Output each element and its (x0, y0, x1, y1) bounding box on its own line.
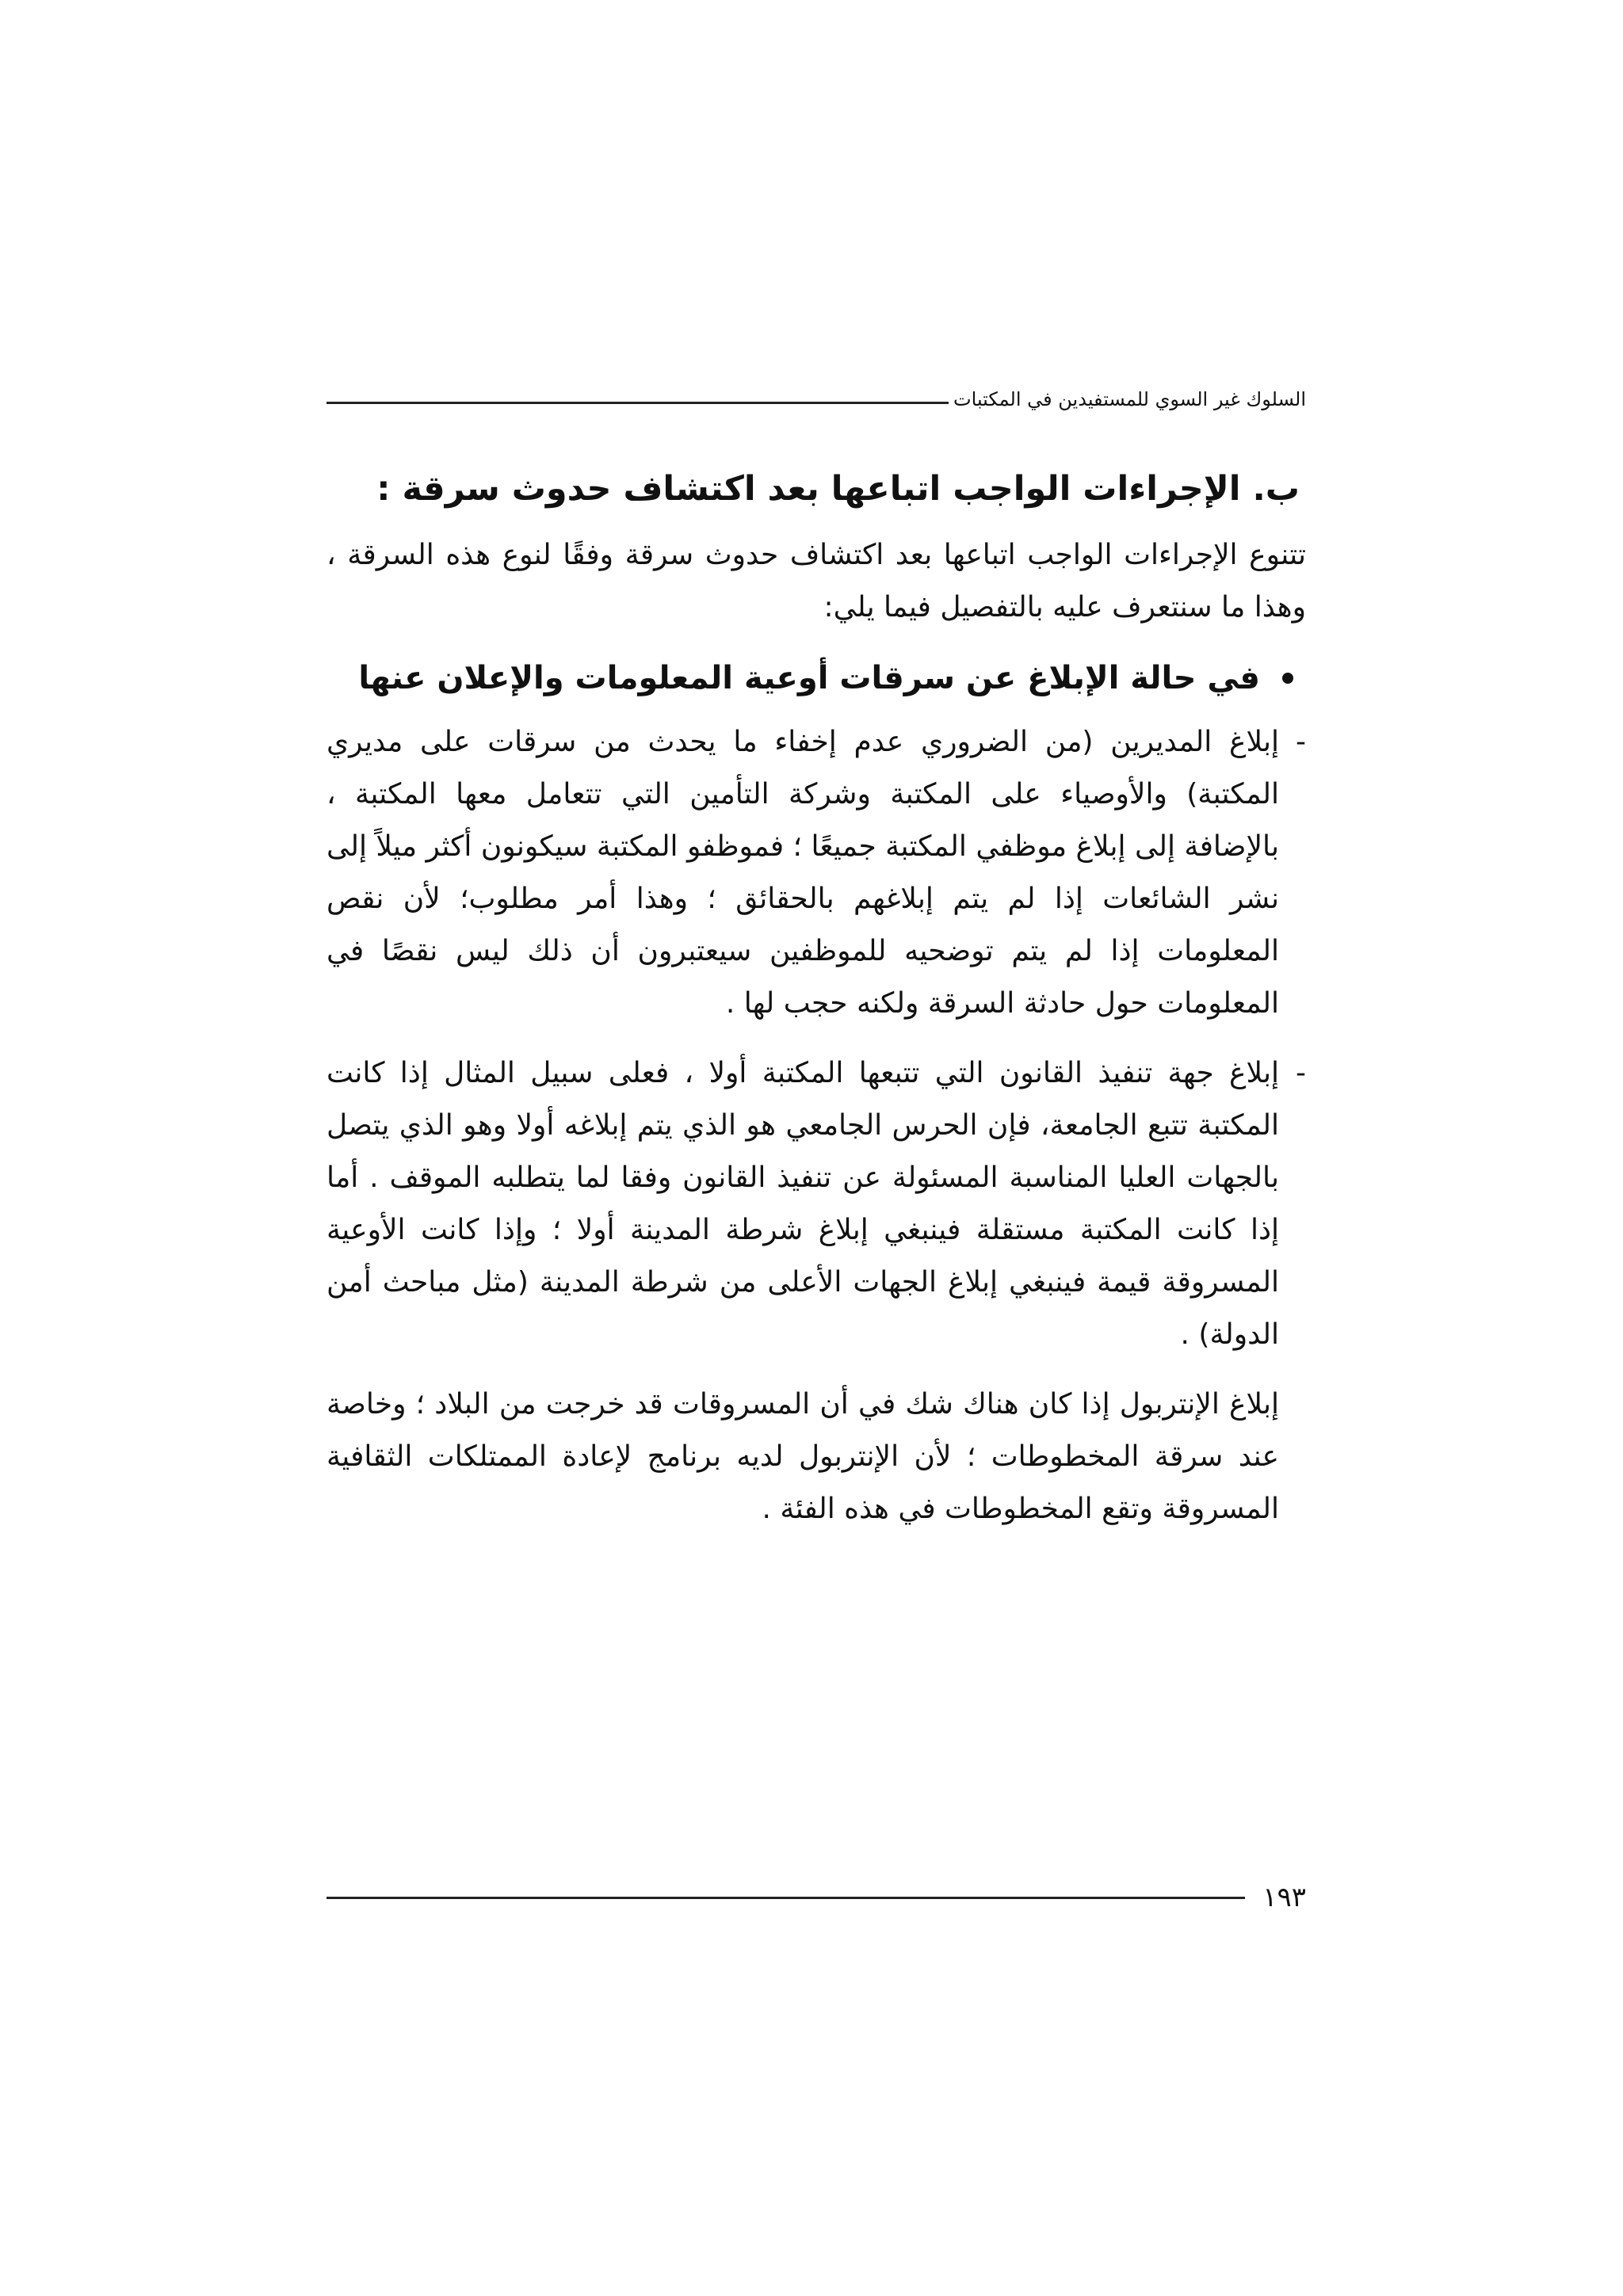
footer-rule (327, 1897, 1245, 1899)
intro-paragraph: تتنوع الإجراءات الواجب اتباعها بعد اكتشاف حدوث سرقة وفقًا لنوع هذه السرقة ، وهذا ما سنتعرف عليه بالتفصيل فيما يلي: (327, 538, 1306, 624)
dash-marker: - (1296, 1056, 1306, 1089)
list-item-text: إبلاغ جهة تنفيذ القانون التي تتبعها المكتبة أولا ، فعلى سبيل المثال إذا كانت المكتبة تتبع الجامعة، فإن الحرس الجامعي هو الذي يتم إبلاغه أولا وهو الذي يتصل بالجهات العليا المناسبة المسئولة عن تنفيذ القانون وفقا لما يتطلبه الموقف . أما إذا كانت المكتبة مستقلة فينبغي إبلاغ شرطة المدينة أولا ؛ وإذا كانت الأوعية المسروقة قيمة فينبغي إبلاغ الجهات الأعلى من شرطة المدينة (مثل مباحث أمن الدولة) . (327, 1056, 1279, 1351)
page-content (327, 463, 1306, 1553)
page-number: ١٩٣ (1262, 1882, 1306, 1913)
page-footer (327, 1878, 1306, 1917)
list-item-text: إبلاغ المديرين (من الضروري عدم إخفاء ما يحدث من سرقات على مديري المكتبة) والأوصياء على المكتبة وشركة التأمين التي تتعامل معها المكتبة ، بالإضافة إلى إبلاغ موظفي المكتبة جميعًا ؛ فموظفو المكتبة سيكونون أكثر ميلاً إلى نشر الشائعات إذا لم يتم إبلاغهم بالحقائق ؛ وهذا أمر مطلوب؛ لأن نقص المعلومات إذا لم يتم توضحيه للموظفين سيعتبرون أن ذلك ليس نقصًا في المعلومات حول حادثة السرقة ولكنه حجب لها . (327, 725, 1279, 1020)
running-header-title: السلوك غير السوي للمستفيدين في المكتبات (953, 388, 1306, 410)
running-header (327, 371, 1306, 409)
list-item (327, 716, 1306, 1030)
bullet-subheading (327, 653, 1306, 704)
bullet-icon (1282, 673, 1293, 684)
subheading-text: في حالة الإبلاغ عن سرقات أوعية المعلومات والإعلان عنها (358, 659, 1260, 696)
list-item (327, 1379, 1306, 1535)
list-item-text: إبلاغ الإنتربول إذا كان هناك شك في أن المسروقات قد خرجت من البلاد ؛ وخاصة عند سرقة المخطوطات ؛ لأن الإنتربول لديه برنامج لإعادة الممتلكات الثقافية المسروقة وتقع المخطوطات في هذه الفئة . (327, 1387, 1279, 1525)
dash-marker: - (1296, 725, 1306, 758)
header-rule (327, 402, 949, 404)
section-title: ب. الإجراءات الواجب اتباعها بعد اكتشاف حدوث سرقة : (376, 469, 1300, 509)
list-item (327, 1047, 1306, 1361)
